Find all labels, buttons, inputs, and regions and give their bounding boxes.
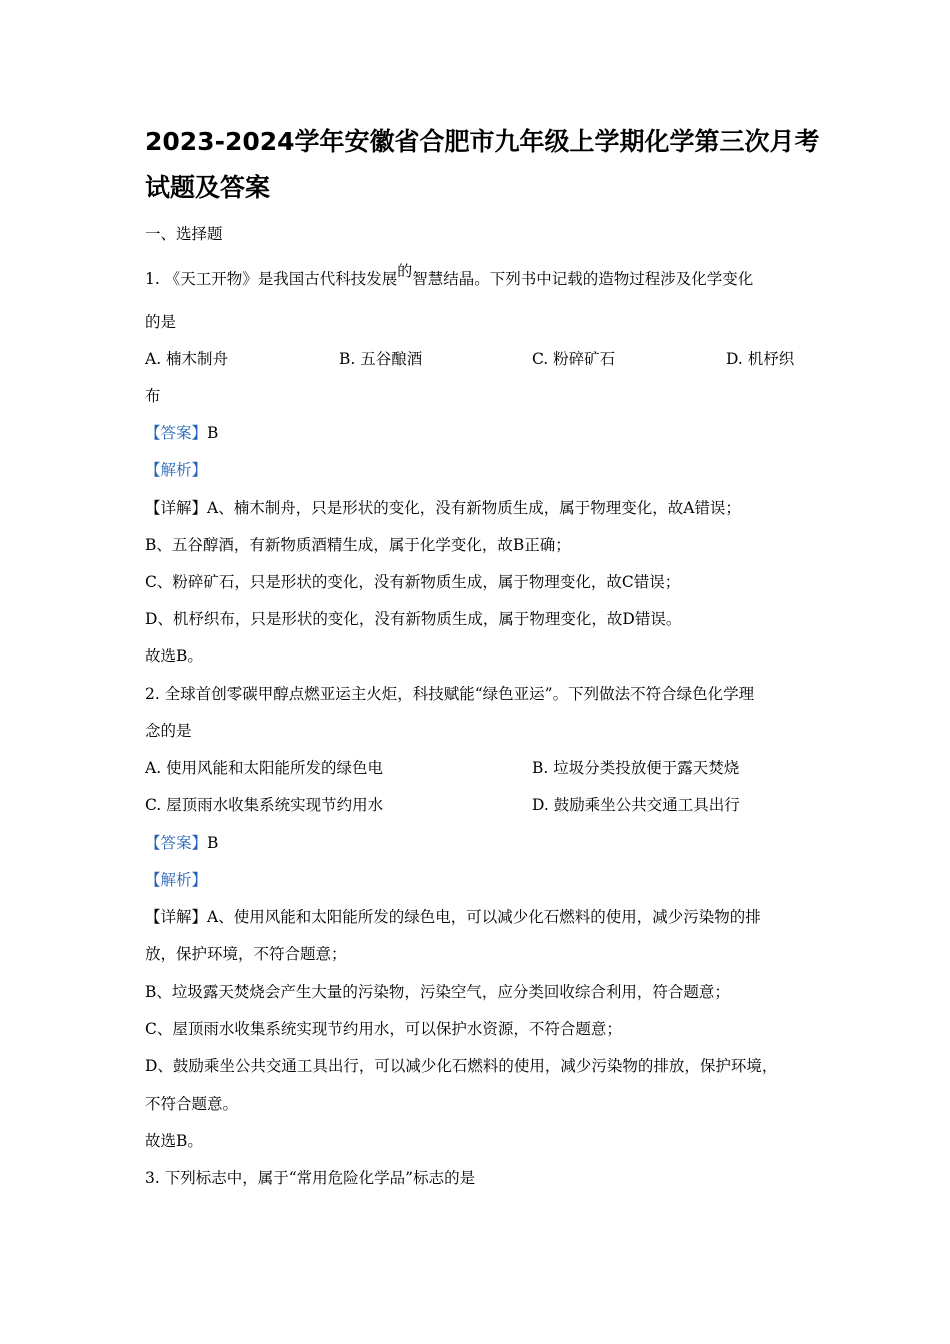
q2-option-a: A. 使用风能和太阳能所发的绿色电 <box>145 759 384 777</box>
q2-detail-line2: 放，保护环境，不符合题意； <box>145 945 347 963</box>
q1-option-b: B. 五谷酿酒 <box>339 350 423 368</box>
q1-analysis-label: 【解析】 <box>145 461 208 479</box>
doc-title-line1: 2023-2024学年安徽省合肥市九年级上学期化学第三次月考 <box>145 127 820 156</box>
q2-detail-line5: D、鼓励乘坐公共交通工具出行，可以减少化石燃料的使用，减少污染物的排放，保护环境， <box>145 1057 778 1075</box>
detail-label: 【详解】 <box>145 908 208 926</box>
q2-detail-line6: 不符合题意。 <box>145 1095 239 1113</box>
q2-option-c: C. 屋顶雨水收集系统实现节约用水 <box>145 796 384 814</box>
q1-option-c: C. 粉碎矿石 <box>532 350 616 368</box>
q1-detail-line3: C、粉碎矿石，只是形状的变化，没有新物质生成，属于物理变化，故C错误； <box>145 573 681 591</box>
q1-answer-value: B <box>207 424 219 442</box>
q1-stem-text-b: 智慧结晶。下列书中记载的造物过程涉及化学变化 <box>412 270 754 288</box>
q2-answer-value: B <box>207 834 219 852</box>
q1-detail-line2: B、五谷醇酒，有新物质酒精生成，属于化学变化，故B正确； <box>145 536 571 554</box>
answer-label: 【答案】 <box>145 424 208 442</box>
q1-option-a: A. 楠木制舟 <box>145 350 229 368</box>
q2-conclusion: 故选B。 <box>145 1132 203 1150</box>
section-heading: 一、选择题 <box>145 225 223 243</box>
q2-option-d: D. 鼓励乘坐公共交通工具出行 <box>532 796 740 814</box>
q2-stem-line2: 念的是 <box>145 722 192 740</box>
q2-detail-line3: B、垃圾露天焚烧会产生大量的污染物，污染空气，应分类回收综合利用，符合题意； <box>145 983 730 1001</box>
q1-stem-line2: 的是 <box>145 313 177 331</box>
q1-answer <box>145 422 810 444</box>
q2-analysis-label: 【解析】 <box>145 871 208 889</box>
q3-stem: 3. 下列标志中，属于“常用危险化学品”标志的是 <box>145 1169 476 1187</box>
q1-conclusion: 故选B。 <box>145 647 203 665</box>
q2-answer <box>145 832 810 854</box>
q1-stem-text-a: 1. 《天工开物》是我国古代科技发展 <box>145 270 398 288</box>
q1-stem-line1 <box>145 262 810 290</box>
q1-option-wrap: 布 <box>145 387 161 405</box>
q1-detail-line4: D、机杼织布，只是形状的变化，没有新物质生成，属于物理变化，故D错误。 <box>145 610 682 628</box>
q1-detail-text-1: A、楠木制舟，只是形状的变化，没有新物质生成，属于物理变化，故A错误； <box>207 499 741 517</box>
doc-title-line2: 试题及答案 <box>145 173 271 202</box>
q1-stem-sup: 的 <box>397 262 413 280</box>
q2-detail-text-1: A、使用风能和太阳能所发的绿色电，可以减少化石燃料的使用，减少污染物的排 <box>207 908 761 926</box>
q2-option-b: B. 垃圾分类投放便于露天焚烧 <box>532 759 740 777</box>
q2-detail-line1 <box>145 906 810 928</box>
answer-label: 【答案】 <box>145 834 208 852</box>
detail-label: 【详解】 <box>145 499 208 517</box>
q1-detail-line1 <box>145 497 810 519</box>
q2-detail-line4: C、屋顶雨水收集系统实现节约用水，可以保护水资源，不符合题意； <box>145 1020 622 1038</box>
q2-stem-line1: 2. 全球首创零碳甲醇点燃亚运主火炬，科技赋能“绿色亚运”。下列做法不符合绿色化学理 <box>145 685 755 703</box>
q1-option-d: D. 机杼织 <box>726 350 795 368</box>
